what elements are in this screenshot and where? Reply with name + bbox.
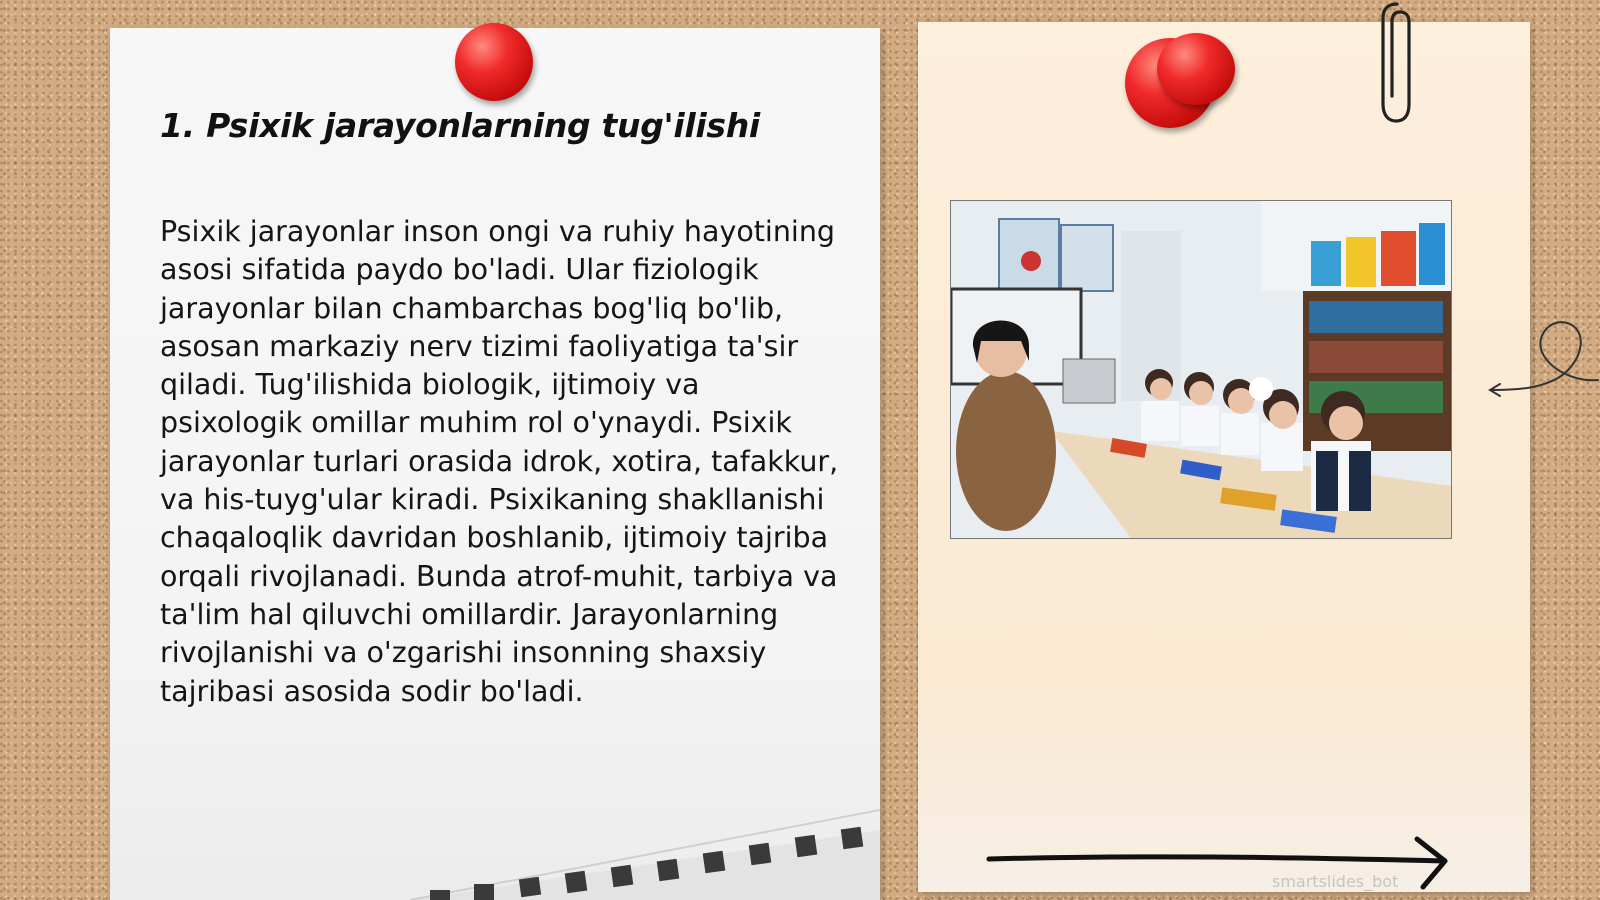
curl-arrow-doodle-icon	[1480, 310, 1600, 410]
torn-page-edge	[410, 790, 880, 900]
paperclip-icon	[1375, 0, 1419, 125]
left-paper-note	[110, 28, 880, 900]
classroom-photo	[950, 200, 1452, 539]
red-push-pin-icon	[455, 23, 533, 101]
watermark-text: smartslides_bot	[1272, 872, 1399, 891]
note-body-text: Psixik jarayonlar inson ongi va ruhiy hayotining asosi sifatida paydo bo'ladi. Ular fiziologik jarayonlar bilan chambarchas bog'liq bo'lib, asosan markaziy nerv tizimi faoliyatiga ta'sir qiladi. Tug'ilishida biologik, ijtimoiy va psixologik omillar muhim rol o'ynaydi. Psixik jarayonlar turlari orasida idrok, xotira, tafakkur, va his-tuyg'ular kiradi. Psixikaning shakllanishi chaqaloqlik davridan boshlanib, ijtimoiy tajriba orqali rivojlanadi. Bunda atrof-muhit, tarbiya va ta'lim hal qiluvchi omillardir. Jarayonlarning rivojlanishi va o'zgarishi insonning shaxsiy tajribasi asosida sodir bo'ladi.	[160, 215, 839, 708]
red-push-pin-icon	[1157, 33, 1235, 105]
classroom-illustration	[951, 201, 1451, 538]
note-heading: 1. Psixik jarayonlarning tug'ilishi	[160, 106, 760, 145]
